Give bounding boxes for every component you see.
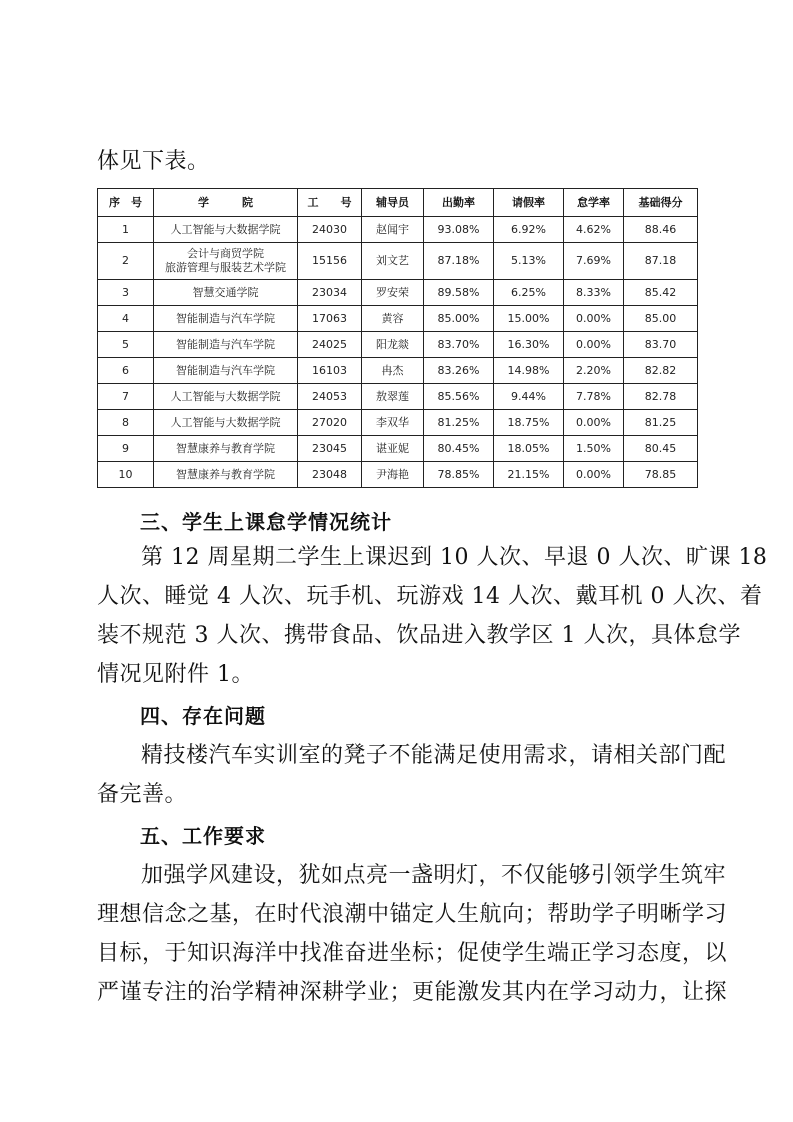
cell-counselor: 阳龙燚	[362, 332, 424, 358]
cell-leave: 18.05%	[494, 436, 564, 462]
cell-counselor: 谌亚妮	[362, 436, 424, 462]
cell-no: 7	[98, 384, 154, 410]
header-no: 序 号	[98, 189, 154, 217]
cell-id: 27020	[298, 410, 362, 436]
cell-truancy: 0.00%	[564, 410, 624, 436]
cell-truancy: 7.69%	[564, 243, 624, 280]
cell-attendance: 87.18%	[424, 243, 494, 280]
header-truancy: 怠学率	[564, 189, 624, 217]
cell-id: 24030	[298, 217, 362, 243]
table-row	[98, 280, 698, 306]
cell-college: 智慧康养与教育学院	[154, 436, 298, 462]
cell-score: 87.18	[624, 243, 698, 280]
cell-no: 3	[98, 280, 154, 306]
cell-truancy: 0.00%	[564, 306, 624, 332]
header-id: 工 号	[298, 189, 362, 217]
cell-college: 智能制造与汽车学院	[154, 306, 298, 332]
cell-leave: 6.25%	[494, 280, 564, 306]
section-4-line-1: 精技楼汽车实训室的凳子不能满足使用需求，请相关部门配	[141, 743, 727, 768]
cell-leave: 18.75%	[494, 410, 564, 436]
cell-counselor: 尹海艳	[362, 462, 424, 488]
cell-id: 24053	[298, 384, 362, 410]
table-row	[98, 358, 698, 384]
table-row	[98, 217, 698, 243]
cell-counselor: 冉杰	[362, 358, 424, 384]
cell-id: 23045	[298, 436, 362, 462]
cell-attendance: 93.08%	[424, 217, 494, 243]
cell-score: 83.70	[624, 332, 698, 358]
cell-truancy: 1.50%	[564, 436, 624, 462]
cell-score: 85.42	[624, 280, 698, 306]
cell-counselor: 赵闻宇	[362, 217, 424, 243]
header-college: 学 院	[154, 189, 298, 217]
cell-score: 82.78	[624, 384, 698, 410]
cell-attendance: 83.26%	[424, 358, 494, 384]
cell-truancy: 7.78%	[564, 384, 624, 410]
cell-counselor: 刘文艺	[362, 243, 424, 280]
header-score: 基础得分	[624, 189, 698, 217]
cell-id: 15156	[298, 243, 362, 280]
section-5-line-1: 加强学风建设，犹如点亮一盏明灯，不仅能够引领学生筑牢	[141, 863, 727, 888]
cell-college: 智慧康养与教育学院	[154, 462, 298, 488]
cell-leave: 16.30%	[494, 332, 564, 358]
intro-line: 体见下表。	[97, 149, 210, 174]
section-3-line-3: 装不规范 3 人次、携带食品、饮品进入教学区 1 人次，具体怠学	[97, 623, 741, 648]
cell-no: 1	[98, 217, 154, 243]
header-attendance: 出勤率	[424, 189, 494, 217]
cell-counselor: 罗安荣	[362, 280, 424, 306]
cell-counselor: 黄容	[362, 306, 424, 332]
cell-college: 会计与商贸学院 旅游管理与服装艺术学院	[154, 243, 298, 280]
cell-attendance: 81.25%	[424, 410, 494, 436]
table-row	[98, 384, 698, 410]
section-5-line-2: 理想信念之基，在时代浪潮中锚定人生航向；帮助学子明晰学习	[97, 902, 728, 927]
cell-truancy: 8.33%	[564, 280, 624, 306]
table-row	[98, 436, 698, 462]
cell-leave: 9.44%	[494, 384, 564, 410]
table-row	[98, 332, 698, 358]
cell-id: 23034	[298, 280, 362, 306]
cell-no: 2	[98, 243, 154, 280]
section-3-line-2: 人次、睡觉 4 人次、玩手机、玩游戏 14 人次、戴耳机 0 人次、着	[97, 584, 763, 609]
cell-no: 8	[98, 410, 154, 436]
cell-leave: 6.92%	[494, 217, 564, 243]
section-5-line-4: 严谨专注的治学精神深耕学业；更能激发其内在学习动力，让探	[97, 980, 728, 1005]
cell-college: 智慧交通学院	[154, 280, 298, 306]
cell-attendance: 78.85%	[424, 462, 494, 488]
cell-score: 82.82	[624, 358, 698, 384]
cell-truancy: 2.20%	[564, 358, 624, 384]
cell-no: 5	[98, 332, 154, 358]
cell-id: 17063	[298, 306, 362, 332]
cell-score: 88.46	[624, 217, 698, 243]
section-4-line-2: 备完善。	[97, 782, 188, 807]
cell-college: 人工智能与大数据学院	[154, 217, 298, 243]
cell-attendance: 85.00%	[424, 306, 494, 332]
section-3-line-4: 情况见附件 1。	[97, 662, 254, 687]
cell-score: 85.00	[624, 306, 698, 332]
section-3-heading: 三、学生上课怠学情况统计	[140, 510, 392, 534]
cell-score: 81.25	[624, 410, 698, 436]
cell-attendance: 89.58%	[424, 280, 494, 306]
cell-leave: 5.13%	[494, 243, 564, 280]
cell-no: 10	[98, 462, 154, 488]
section-3-line-1: 第 12 周星期二学生上课迟到 10 人次、早退 0 人次、旷课 18	[141, 545, 768, 570]
cell-college: 人工智能与大数据学院	[154, 410, 298, 436]
cell-college: 智能制造与汽车学院	[154, 358, 298, 384]
cell-attendance: 83.70%	[424, 332, 494, 358]
header-counselor: 辅导员	[362, 189, 424, 217]
table-row	[98, 410, 698, 436]
cell-score: 80.45	[624, 436, 698, 462]
cell-no: 4	[98, 306, 154, 332]
cell-id: 16103	[298, 358, 362, 384]
cell-attendance: 80.45%	[424, 436, 494, 462]
cell-id: 23048	[298, 462, 362, 488]
cell-truancy: 4.62%	[564, 217, 624, 243]
cell-leave: 21.15%	[494, 462, 564, 488]
section-5-line-3: 目标，于知识海洋中找准奋进坐标；促使学生端正学习态度，以	[97, 941, 728, 966]
cell-counselor: 敖翠莲	[362, 384, 424, 410]
cell-leave: 14.98%	[494, 358, 564, 384]
table-header-row	[98, 189, 698, 217]
cell-no: 9	[98, 436, 154, 462]
cell-counselor: 李双华	[362, 410, 424, 436]
table-row	[98, 243, 698, 280]
section-4-heading: 四、存在问题	[140, 704, 266, 728]
header-leave: 请假率	[494, 189, 564, 217]
cell-attendance: 85.56%	[424, 384, 494, 410]
cell-college: 人工智能与大数据学院	[154, 384, 298, 410]
cell-truancy: 0.00%	[564, 332, 624, 358]
cell-no: 6	[98, 358, 154, 384]
cell-truancy: 0.00%	[564, 462, 624, 488]
cell-leave: 15.00%	[494, 306, 564, 332]
section-5-heading: 五、工作要求	[140, 824, 266, 848]
cell-id: 24025	[298, 332, 362, 358]
cell-score: 78.85	[624, 462, 698, 488]
table-row	[98, 306, 698, 332]
table-row	[98, 462, 698, 488]
cell-college: 智能制造与汽车学院	[154, 332, 298, 358]
counselor-score-table	[97, 188, 698, 488]
